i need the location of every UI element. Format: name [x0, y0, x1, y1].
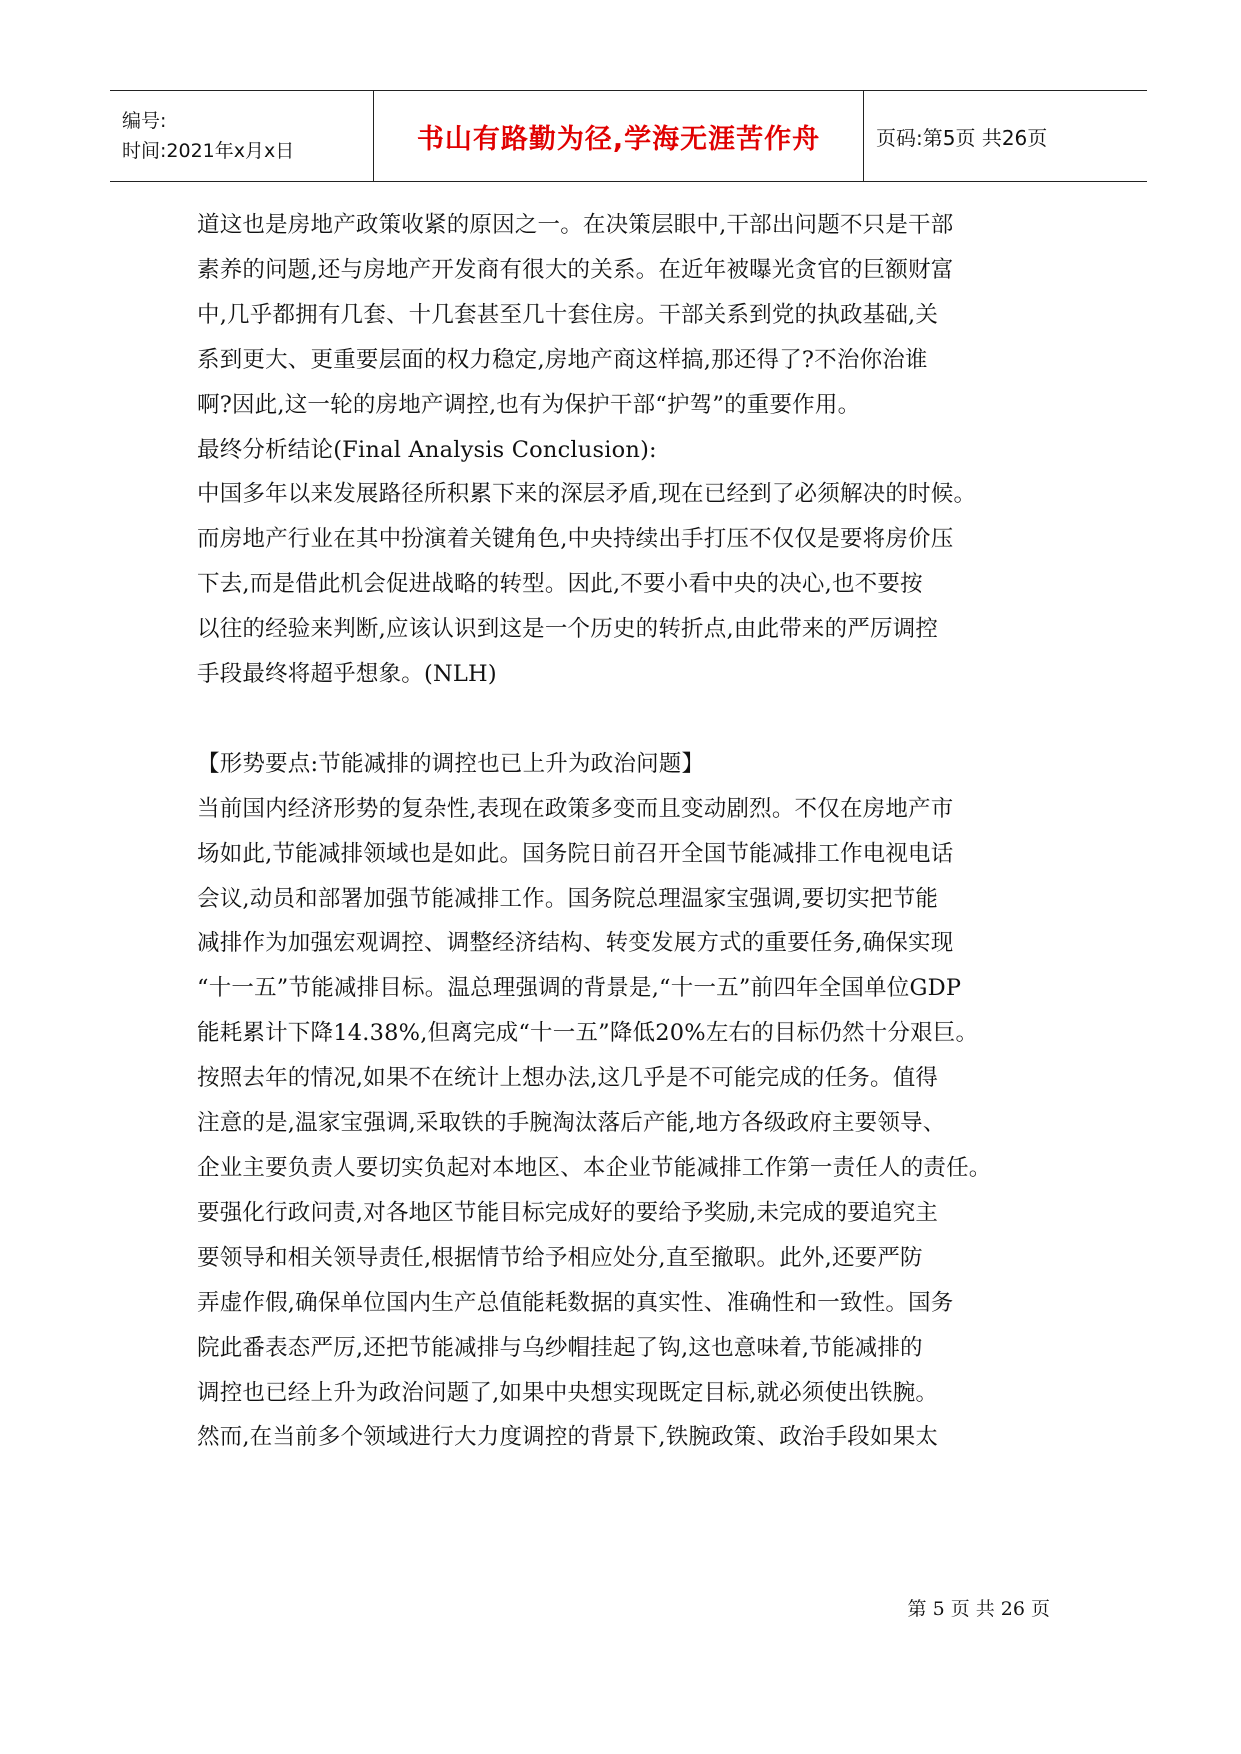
document-number: 编号:: [122, 110, 167, 132]
text-line: 弄虚作假,确保单位国内生产总值能耗数据的真实性、准确性和一致性。国务: [197, 1289, 954, 1316]
text-line: 按照去年的情况,如果不在统计上想办法,这几乎是不可能完成的任务。值得: [197, 1065, 939, 1092]
footer-page-number: 第 5 页 共 26 页: [907, 1598, 1050, 1620]
text-line: 道这也是房地产政策收紧的原因之一。在决策层眼中,干部出问题不只是干部: [197, 212, 954, 238]
page-footer: [0, 1594, 1050, 1621]
text-line: “十一五”节能减排目标。温总理强调的背景是,“十一五”前四年全国单位GDP: [197, 975, 962, 1002]
conclusion-heading: 最终分析结论(Final Analysis Conclusion):: [197, 436, 657, 463]
text-line: 要强化行政问责,对各地区节能目标完成好的要给予奖励,未完成的要追究主: [197, 1199, 939, 1226]
text-line: 减排作为加强宏观调控、调整经济结构、转变发展方式的重要任务,确保实现: [197, 930, 954, 957]
header-motto: 书山有路勤为径,学海无涯苦作舟: [416, 123, 821, 155]
text-line: 以往的经验来判断,应该认识到这是一个历史的转折点,由此带来的严厉调控: [197, 616, 939, 643]
header-info: [110, 91, 374, 181]
page-header: [110, 90, 1147, 182]
paragraph-gap: [197, 697, 1067, 742]
header-page-number: 页码:第5页 共26页: [876, 125, 1048, 150]
text-line: 院此番表态严厉,还把节能减排与乌纱帽挂起了钩,这也意味着,节能减排的: [197, 1334, 923, 1361]
document-time: 时间:2021年x月x日: [122, 140, 295, 162]
text-line: 下去,而是借此机会促进战略的转型。因此,不要小看中央的决心,也不要按: [197, 571, 923, 598]
text-line: 当前国内经济形势的复杂性,表现在政策多变而且变动剧烈。不仅在房地产市: [197, 795, 954, 822]
text-line: 能耗累计下降14.38%,但离完成“十一五”降低20%左右的目标仍然十分艰巨。: [197, 1020, 979, 1047]
text-line: 而房地产行业在其中扮演着关键角色,中央持续出手打压不仅仅是要将房价压: [197, 526, 954, 553]
text-line: 调控也已经上升为政治问题了,如果中央想实现既定目标,就必须使出铁腕。: [197, 1379, 939, 1406]
text-line: 要领导和相关领导责任,根据情节给予相应处分,直至撤职。此外,还要严防: [197, 1244, 923, 1271]
header-page-cell: [864, 91, 1147, 181]
text-line: 场如此,节能减排领域也是如此。国务院日前召开全国节能减排工作电视电话: [197, 840, 954, 867]
header-motto-cell: [374, 91, 864, 181]
text-line: 中国多年以来发展路径所积累下来的深层矛盾,现在已经到了必须解决的时候。: [197, 481, 977, 508]
text-line: 手段最终将超乎想象。(NLH): [197, 661, 497, 688]
text-line: 会议,动员和部署加强节能减排工作。国务院总理温家宝强调,要切实把节能: [197, 885, 939, 912]
text-line: 然而,在当前多个领域进行大力度调控的背景下,铁腕政策、政治手段如果太: [197, 1424, 939, 1451]
text-line: 啊?因此,这一轮的房地产调控,也有为保护干部“护驾”的重要作用。: [197, 391, 861, 418]
text-line: 中,几乎都拥有几套、十几套甚至几十套住房。干部关系到党的执政基础,关: [197, 301, 939, 328]
text-line: 素养的问题,还与房地产开发商有很大的关系。在近年被曝光贪官的巨额财富: [197, 256, 954, 283]
section-heading: 【形势要点:节能减排的调控也已上升为政治问题】: [197, 750, 705, 777]
document-body: [197, 203, 1067, 1460]
text-line: 注意的是,温家宝强调,采取铁的手腕淘汰落后产能,地方各级政府主要领导、: [197, 1110, 946, 1137]
text-line: 系到更大、更重要层面的权力稳定,房地产商这样搞,那还得了?不治你治谁: [197, 346, 928, 373]
text-line: 企业主要负责人要切实负起对本地区、本企业节能减排工作第一责任人的责任。: [197, 1155, 992, 1182]
